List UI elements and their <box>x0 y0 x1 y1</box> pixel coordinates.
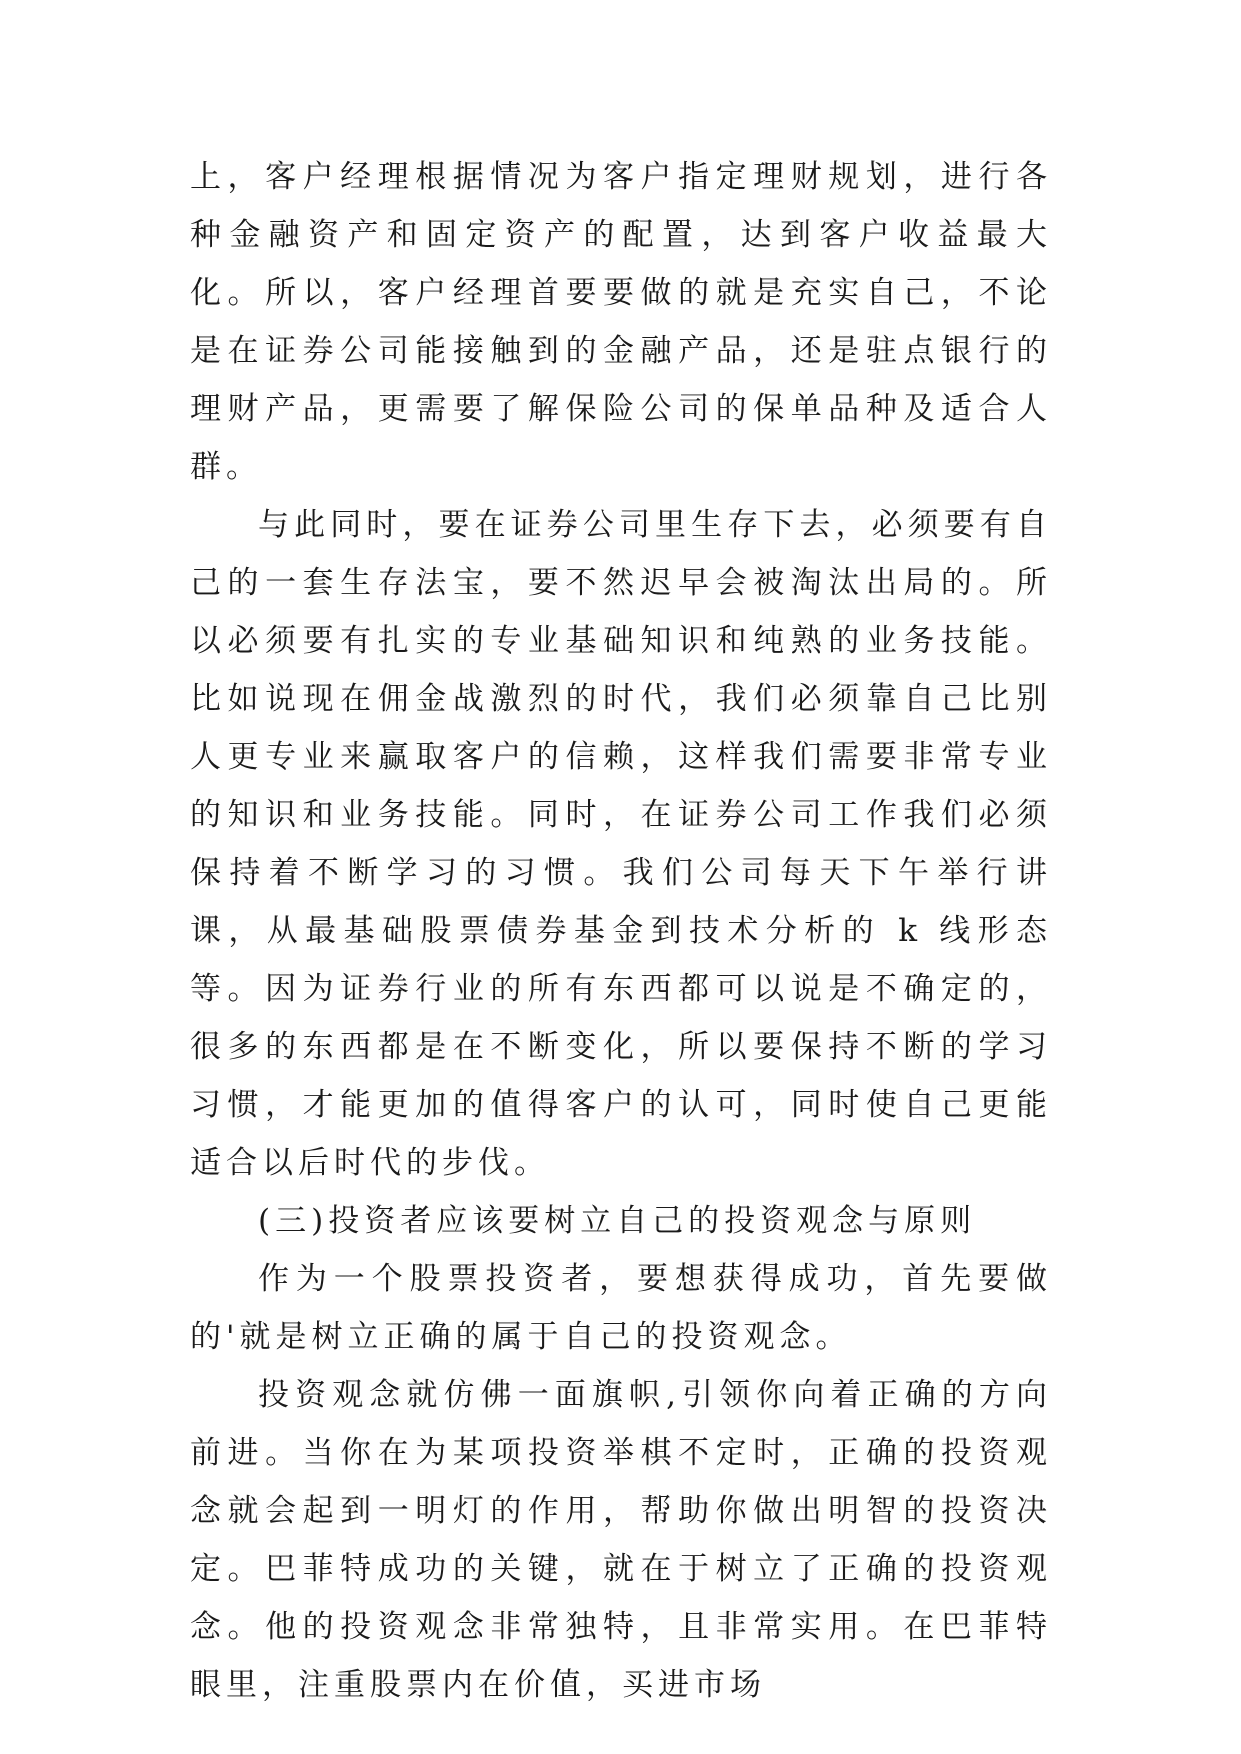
document-page <box>190 148 1052 1714</box>
paragraph-investor-success: 作为一个股票投资者，要想获得成功，首先要做的'就是树立正确的属于自己的投资观念。 <box>190 1261 1052 1355</box>
section-heading: (三)投资者应该要树立自己的投资观念与原则 <box>258 1203 977 1239</box>
paragraph-continuation: 上，客户经理根据情况为客户指定理财规划，进行各种金融资产和固定资产的配置，达到客户收益最大化。所以，客户经理首要要做的就是充实自己，不论是在证券公司能接触到的金融产品，还是驻点银行的理财产品，更需要了解保险公司的保单品种及适合人群。 <box>190 159 1052 485</box>
paragraph-survival: 与此同时，要在证券公司里生存下去，必须要有自己的一套生存法宝，要不然迟早会被淘汰出局的。所以必须要有扎实的专业基础知识和纯熟的业务技能。比如说现在佣金战激烈的时代，我们必须靠自己比别人更专业来赢取客户的信赖，这样我们需要非常专业的知识和业务技能。同时，在证券公司工作我们必须保持着不断学习的习惯。我们公司每天下午举行讲课，从最基础股票债券基金到技术分析的 k 线形态等。因为证券行业的所有东西都可以说是不确定的，很多的东西都是在不断变化，所以要保持不断的学习习惯，才能更加的值得客户的认可，同时使自己更能适合以后时代的步伐。 <box>190 507 1052 1181</box>
paragraph-investment-concept: 投资观念就仿佛一面旗帜,引领你向着正确的方向前进。当你在为某项投资举棋不定时，正确的投资观念就会起到一明灯的作用，帮助你做出明智的投资决定。巴菲特成功的关键，就在于树立了正确的投资观念。他的投资观念非常独特，且非常实用。在巴菲特眼里，注重股票内在价值，买进市场 <box>190 1377 1052 1703</box>
